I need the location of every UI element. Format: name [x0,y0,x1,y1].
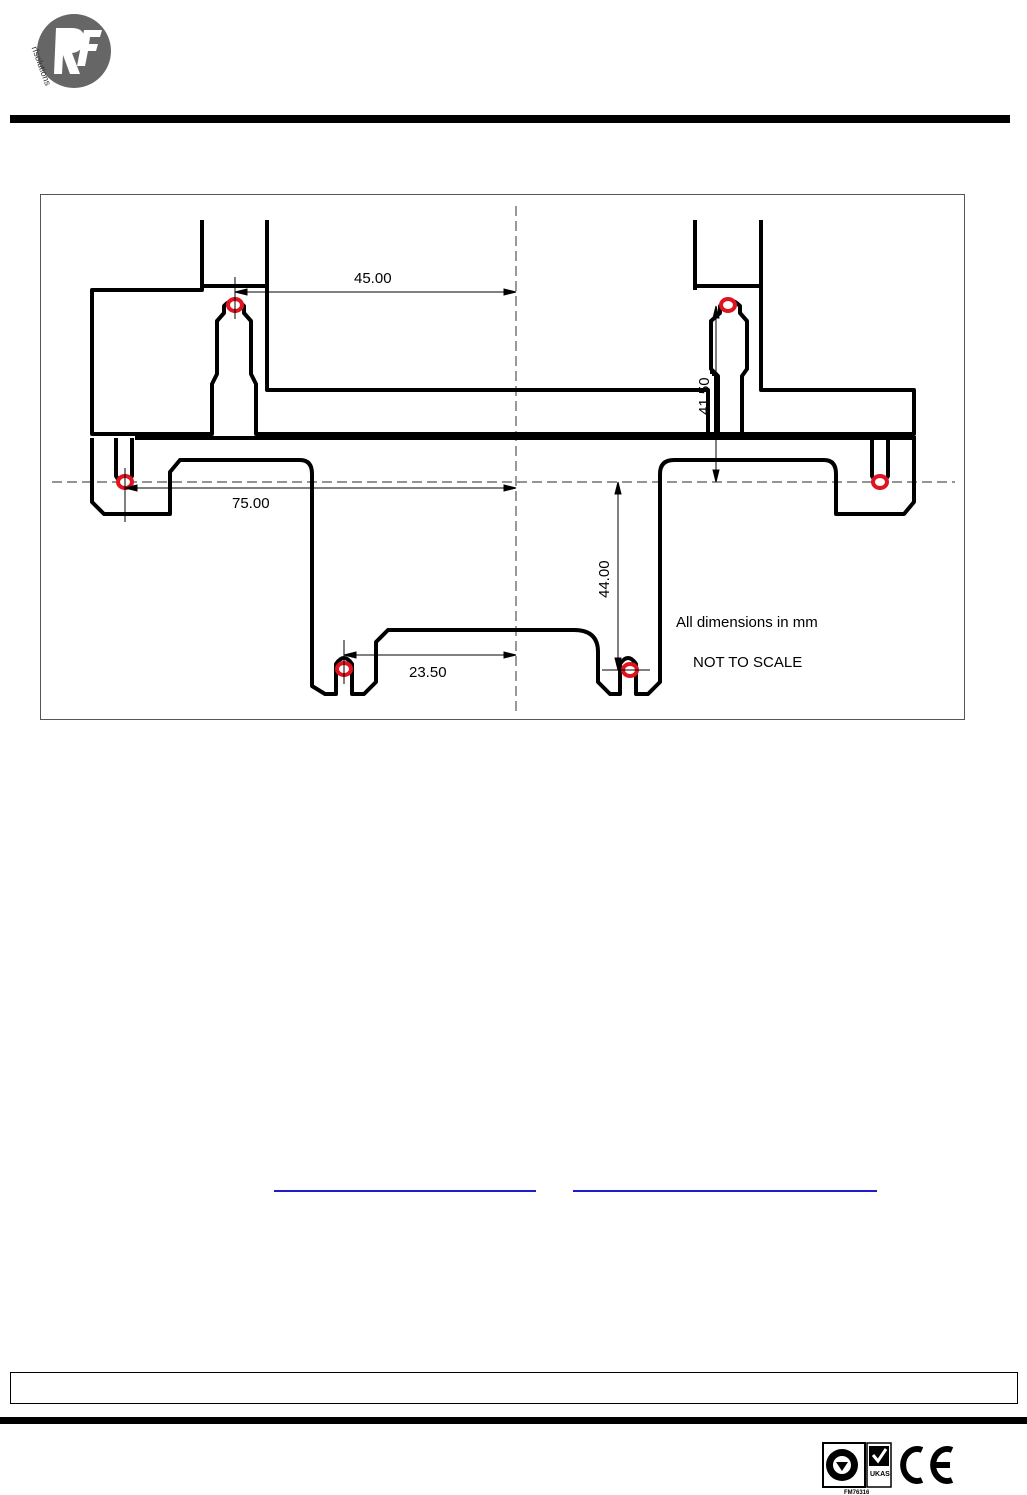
upper-right-tab-cross [695,220,761,286]
dimension-label-23-50: 23.50 [409,664,447,681]
dimension-label-75: 75.00 [232,495,270,512]
ce-mark-icon [903,1449,952,1481]
dimension-label-41-50: 41.50 [696,377,713,415]
scale-note: NOT TO SCALE [693,654,803,671]
footer-link-1[interactable] [274,1190,536,1192]
upper-left-tab-edge [267,220,708,434]
certification-marks [820,1440,960,1495]
mounting-hole-upper-right [721,299,735,311]
disclaimer-box [10,1372,1018,1404]
footer-rule [0,1417,1027,1424]
header-rule [10,115,1010,123]
company-logo [14,6,114,96]
mounting-drawing [40,194,965,720]
svg-text:UKAS: UKAS [870,1471,890,1478]
upper-left-tab [92,220,710,434]
logo-brand-text: rfsolutions [29,44,54,87]
upper-right-tab-edge [695,220,914,434]
footer-link-2[interactable] [573,1190,877,1192]
dimension-label-45: 45.00 [354,270,392,287]
registration-number: FM76316 [844,1490,870,1495]
ukas-icon [867,1443,891,1487]
bsi-registered-icon [823,1443,865,1487]
mounting-hole-right [873,476,887,488]
dimension-lines [125,277,719,684]
units-note: All dimensions in mm [676,614,818,631]
dimension-label-44: 44.00 [596,560,613,598]
